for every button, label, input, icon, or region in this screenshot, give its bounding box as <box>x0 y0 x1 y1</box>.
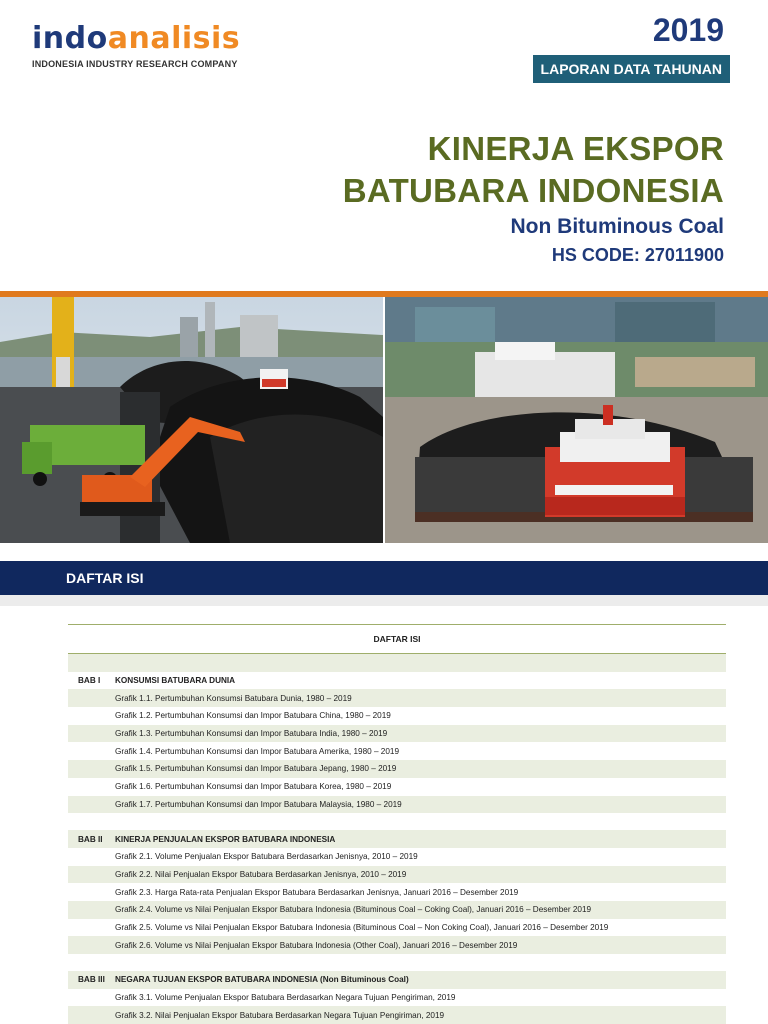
toc-item: Grafik 1.6. Pertumbuhan Konsumsi dan Impor Batubara Korea, 1980 – 2019 <box>115 782 392 792</box>
toc-item-row <box>68 883 726 901</box>
toc-item-row <box>68 707 726 725</box>
logo-part-indo: indo <box>32 21 108 56</box>
toc-item-row <box>68 989 726 1007</box>
toc-item-row <box>68 919 726 937</box>
toc-item: Grafik 2.6. Volume vs Nilai Penjualan Ekspor Batubara Indonesia (Other Coal), Januari 2016 – Desember 2019 <box>115 940 518 950</box>
toc-item-row <box>68 778 726 796</box>
toc-item: Grafik 1.1. Pertumbuhan Konsumsi Batubara Dunia, 1980 – 2019 <box>115 693 352 703</box>
toc-item: Grafik 3.2. Nilai Penjualan Ekspor Batubara Berdasarkan Negara Tujuan Pengiriman, 2019 <box>115 1010 445 1020</box>
chapter-code: BAB I <box>78 676 101 686</box>
toc-item: Grafik 2.2. Nilai Penjualan Ekspor Batubara Berdasarkan Jenisnya, 2010 – 2019 <box>115 869 407 879</box>
toc-item: Grafik 2.3. Harga Rata-rata Penjualan Ekspor Batubara Berdasarkan Jenisnya, Januari 2016 – Desember 2019 <box>115 887 519 897</box>
hs-code: HS CODE: 27011900 <box>551 245 724 265</box>
toc-item-row <box>68 1006 726 1024</box>
toc-item-row <box>68 901 726 919</box>
section-strip <box>0 595 768 606</box>
toc-chapter-row <box>68 830 726 848</box>
toc-item: Grafik 2.5. Volume vs Nilai Penjualan Ekspor Batubara Indonesia (Bituminous Coal – Non Coking Coal), Januari 2016 – Desember 2019 <box>115 922 609 932</box>
title-line-2: BATUBARA INDONESIA <box>342 172 724 209</box>
toc-item: Grafik 2.4. Volume vs Nilai Penjualan Ekspor Batubara Indonesia (Bituminous Coal – Coking Coal), Januari 2016 – Desember 2019 <box>115 905 592 915</box>
toc-item: Grafik 1.5. Pertumbuhan Konsumsi dan Impor Batubara Jepang, 1980 – 2019 <box>115 764 397 774</box>
toc-chapter-row <box>68 672 726 690</box>
toc-item-row <box>68 866 726 884</box>
chapter-title: NEGARA TUJUAN EKSPOR BATUBARA INDONESIA (Non Bituminous Coal) <box>115 975 409 985</box>
toc-heading: DAFTAR ISI <box>68 624 726 654</box>
logo-wordmark <box>32 22 240 56</box>
logo-part-analisis: analisis <box>107 21 241 56</box>
coal-barge-photo <box>385 297 768 543</box>
chapter-code: BAB III <box>78 975 105 985</box>
toc-chapter-row <box>68 971 726 989</box>
chapter-code: BAB II <box>78 834 103 844</box>
toc-gap <box>68 954 726 971</box>
toc-item: Grafik 1.3. Pertumbuhan Konsumsi dan Impor Batubara India, 1980 – 2019 <box>115 729 388 739</box>
subtitle-coal-type: Non Bituminous Coal <box>510 215 724 238</box>
table-of-contents <box>68 624 726 1024</box>
toc-item-row <box>68 689 726 707</box>
report-year: 2019 <box>652 12 724 48</box>
title-line-1: KINERJA EKSPOR <box>427 130 724 167</box>
chapter-title: KONSUMSI BATUBARA DUNIA <box>115 676 236 686</box>
company-logo <box>32 22 240 69</box>
toc-spacer-row <box>68 654 726 672</box>
chapter-title: KINERJA PENJUALAN EKSPOR BATUBARA INDONESIA <box>115 834 336 844</box>
toc-gap <box>68 813 726 830</box>
toc-item: Grafik 1.2. Pertumbuhan Konsumsi dan Impor Batubara China, 1980 – 2019 <box>115 711 391 721</box>
toc-item-row <box>68 936 726 954</box>
toc-item-row <box>68 742 726 760</box>
toc-item: Grafik 1.7. Pertumbuhan Konsumsi dan Impor Batubara Malaysia, 1980 – 2019 <box>115 799 402 809</box>
toc-item: Grafik 2.1. Volume Penjualan Ekspor Batubara Berdasarkan Jenisnya, 2010 – 2019 <box>115 852 418 862</box>
logo-tagline: INDONESIA INDUSTRY RESEARCH COMPANY <box>32 59 238 69</box>
toc-item-row <box>68 848 726 866</box>
report-type-badge: LAPORAN DATA TAHUNAN <box>533 55 730 83</box>
toc-item: Grafik 3.1. Volume Penjualan Ekspor Batubara Berdasarkan Negara Tujuan Pengiriman, 2019 <box>115 993 456 1003</box>
toc-item: Grafik 1.4. Pertumbuhan Konsumsi dan Impor Batubara Amerika, 1980 – 2019 <box>115 746 399 756</box>
coal-port-photo <box>0 297 383 543</box>
toc-item-row <box>68 760 726 778</box>
toc-section-bar: DAFTAR ISI <box>0 561 768 595</box>
toc-item-row <box>68 725 726 743</box>
toc-item-row <box>68 796 726 814</box>
